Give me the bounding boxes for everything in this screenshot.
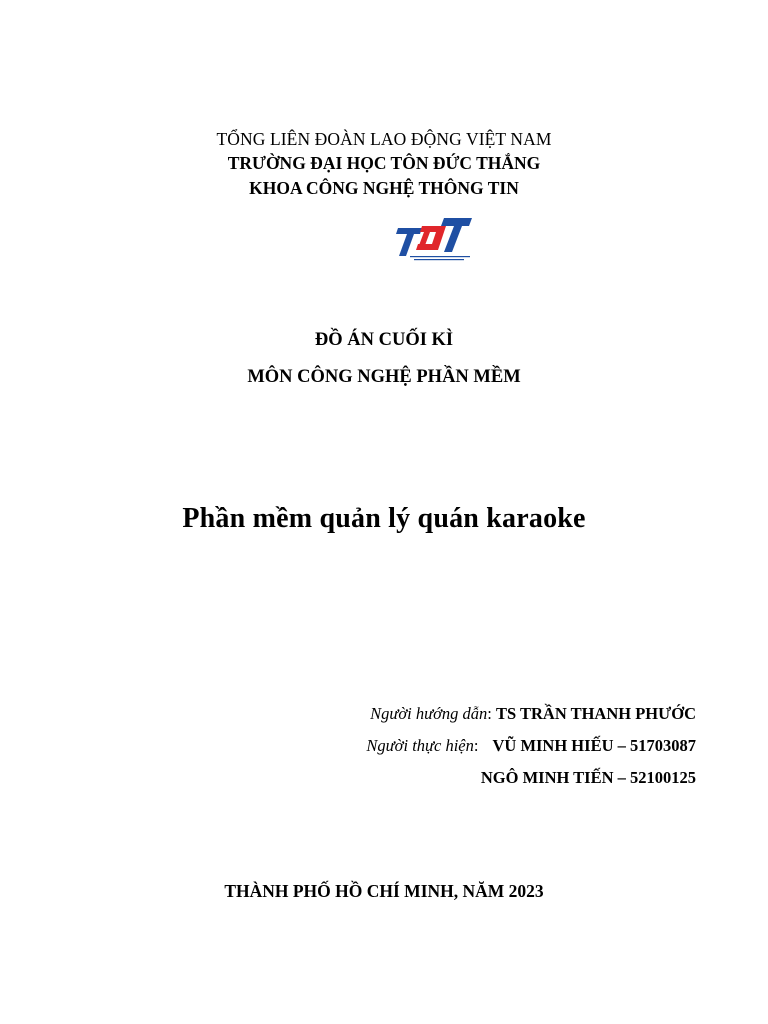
author-row-1: Người thực hiện: VŨ MINH HIẾU – 51703087: [366, 736, 696, 755]
organization-name: TỔNG LIÊN ĐOÀN LAO ĐỘNG VIỆT NAM: [216, 129, 552, 149]
author-name-1: VŨ MINH HIẾU – 51703087: [492, 736, 696, 755]
logo-blue-t2-bar: [441, 218, 472, 226]
author-row-2: [481, 770, 696, 787]
advisor-row: Người hướng dẫn: TS TRẦN THANH PHƯỚC: [370, 704, 696, 723]
university-name: TRƯỜNG ĐẠI HỌC TÔN ĐỨC THẮNG: [227, 153, 541, 173]
advisor-label: Người hướng dẫn: [370, 704, 488, 723]
logo-blue-t-bar: [396, 228, 422, 234]
logo-caption-line-2: [414, 259, 464, 260]
project-title: Phần mềm quản lý quán karaoke: [182, 503, 586, 534]
university-logo: [392, 212, 476, 262]
author-name-2: NGÔ MINH TIẾN – 52100125: [480, 768, 696, 787]
logo-caption-line-1: [410, 256, 470, 257]
advisor-name: TS TRẦN THANH PHƯỚC: [495, 704, 696, 723]
subject-name: MÔN CÔNG NGHỆ PHẦN MỀM: [247, 367, 521, 387]
logo-blue-t-stem: [399, 234, 414, 256]
logo-blue-t2-stem: [444, 226, 462, 252]
document-type: ĐỒ ÁN CUỐI KÌ: [314, 330, 454, 350]
faculty-name: KHOA CÔNG NGHỆ THÔNG TIN: [249, 178, 519, 198]
authors-label: Người thực hiện: [366, 736, 474, 755]
place-and-year: THÀNH PHỐ HỒ CHÍ MINH, NĂM 2023: [224, 881, 544, 901]
